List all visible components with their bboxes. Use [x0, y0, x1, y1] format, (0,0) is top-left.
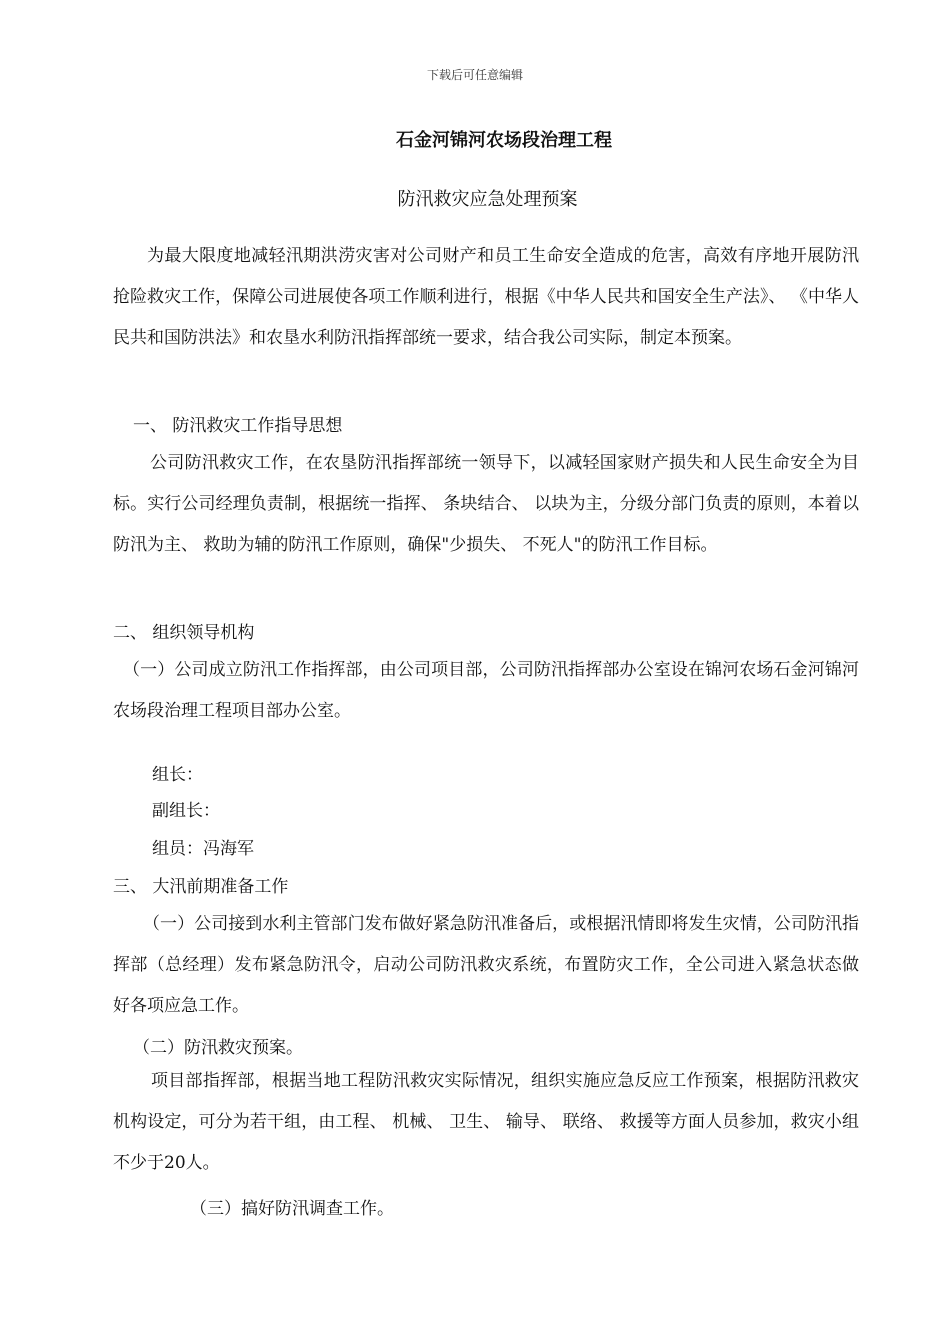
intro-paragraph: 为最大限度地减轻汛期洪涝灾害对公司财产和员工生命安全造成的危害，高效有序地开展防汛抢险救灾工作，保障公司进展使各项工作顺利进行，根据《中华人民共和国安全生产法》、 《中华人民共和国防洪法》和农垦水利防汛指挥部统一要求，结合我公司实际，制定本预案。	[113, 246, 859, 348]
section3-item1: （一）公司接到水利主管部门发布做好紧急防汛准备后，或根据汛情即将发生灾情，公司防汛指挥部（总经理）发布紧急防汛令，启动公司防汛救灾系统，布置防灾工作，全公司进入紧急状态做好各项应急工作。	[113, 914, 859, 1016]
group-members: 组员：冯海军	[152, 839, 254, 859]
section3-item2-heading: （二）防汛救灾预案。	[133, 1038, 303, 1058]
group-deputy-leader: 副组长：	[152, 801, 220, 821]
document-subtitle: 防汛救灾应急处理预案	[397, 189, 578, 210]
section3-item3-heading: （三）搞好防汛调查工作。	[190, 1199, 394, 1219]
section3-heading: 三、 大汛前期准备工作	[113, 877, 289, 897]
section2-item1: （一）公司成立防汛工作指挥部，由公司项目部，公司防汛指挥部办公室设在锦河农场石金河锦河农场段治理工程项目部办公室。	[113, 660, 859, 721]
document-title: 石金河锦河农场段治理工程	[396, 130, 612, 151]
section2-heading: 二、 组织领导机构	[113, 623, 255, 643]
group-leader: 组长：	[152, 765, 203, 785]
section1-paragraph: 公司防汛救灾工作，在农垦防汛指挥部统一领导下，以减轻国家财产损失和人民生命安全为目标。实行公司经理负责制，根据统一指挥、 条块结合、 以块为主，分级分部门负责的原则，本着以防汛为主、 救助为辅的防汛工作原则，确保"少损失、 不死人"的防汛工作目标。	[113, 453, 859, 555]
header-note: 下载后可任意编辑	[426, 68, 523, 82]
section1-heading: 一、 防汛救灾工作指导思想	[133, 416, 343, 436]
section3-item2-paragraph: 项目部指挥部，根据当地工程防汛救灾实际情况，组织实施应急反应工作预案，根据防汛救灾机构设定，可分为若干组，由工程、 机械、 卫生、 输导、 联络、 救援等方面人员参加，救灾小组不少于20人。	[113, 1071, 859, 1173]
